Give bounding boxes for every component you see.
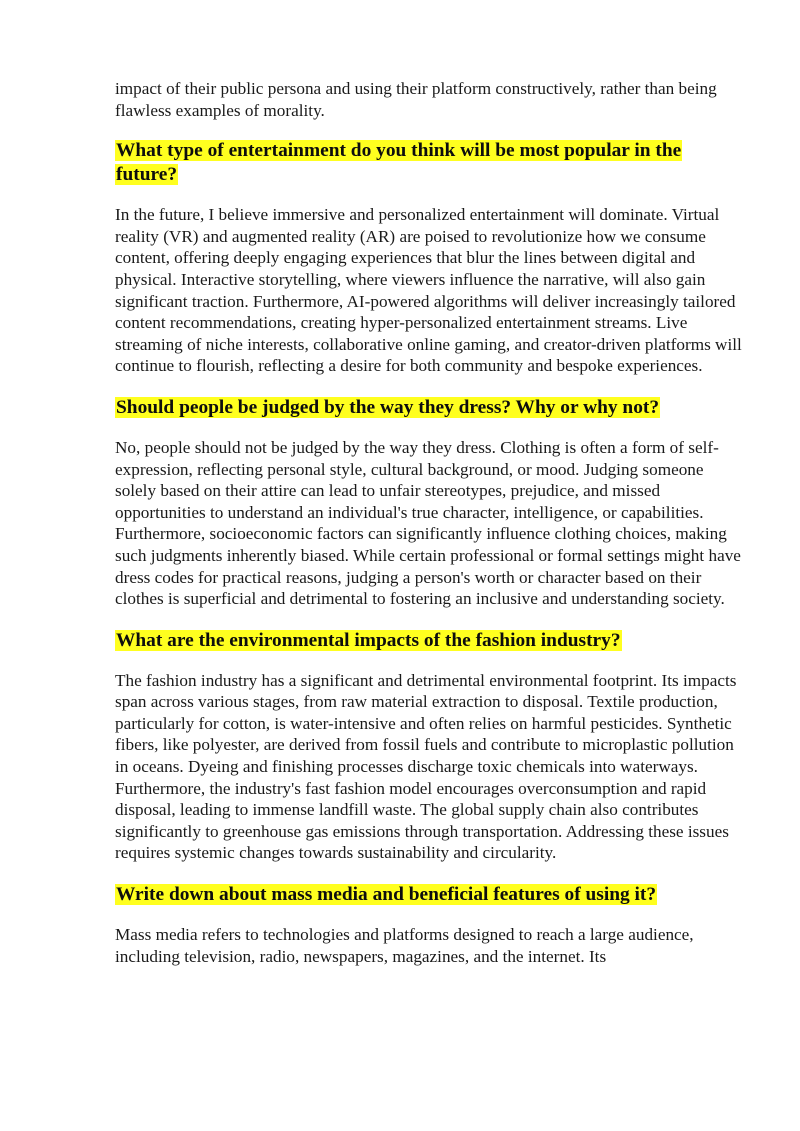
heading-highlight: What type of entertainment do you think will be most popular in the future? xyxy=(116,140,682,186)
answer-paragraph-entertainment: In the future, I believe immersive and personalized entertainment will dominate. Virtual reality (VR) and augmented reality (AR) are poised to revolutionize how we consume content, offering deeply engaging experiences that blur the lines between digital and physical. Interactive storytelling, where viewers influence the narrative, will also gain significant traction. Furthermore, AI-powered algorithms will deliver increasingly tailored content recommendations, creating hyper-personalized entertainment streams. Live streaming of niche interests, collaborative online gaming, and creator-driven platforms will continue to flourish, reflecting a desire for both community and bespoke experiences. xyxy=(115,205,742,376)
intro-paragraph: impact of their public persona and using their platform constructively, rather than being flawless examples of morality. xyxy=(115,79,717,120)
question-heading-mass-media xyxy=(115,883,747,907)
answer-paragraph-mass-media: Mass media refers to technologies and platforms designed to reach a large audience, including television, radio, newspapers, magazines, and the internet. Its xyxy=(115,925,694,966)
document-page xyxy=(115,78,747,967)
question-heading-dress xyxy=(115,396,747,420)
heading-highlight: Should people be judged by the way they dress? Why or why not? xyxy=(116,396,660,418)
answer-paragraph-dress: No, people should not be judged by the way they dress. Clothing is often a form of self-expression, reflecting personal style, cultural background, or mood. Judging someone solely based on their attire can lead to unfair stereotypes, prejudice, and missed opportunities to understand an individual's true character, intelligence, or capabilities. Furthermore, socioeconomic factors can significantly influence clothing choices, making such judgments inherently biased. While certain professional or formal settings might have dress codes for practical reasons, judging a person's worth or character based on their clothes is superficial and detrimental to fostering an inclusive and understanding society. xyxy=(115,437,741,609)
heading-highlight: What are the environmental impacts of the fashion industry? xyxy=(116,629,621,651)
answer-paragraph-fashion-environment: The fashion industry has a significant and detrimental environmental footprint. Its impacts span across various stages, from raw material extraction to disposal. Textile production, particularly for cotton, is water-intensive and often relies on harmful pesticides. Synthetic fibers, like polyester, are derived from fossil fuels and contribute to microplastic pollution in oceans. Dyeing and finishing processes discharge toxic chemicals into waterways. Furthermore, the industry's fast fashion model encourages overconsumption and rapid disposal, leading to immense landfill waste. The global supply chain also contributes significantly to greenhouse gas emissions through transportation. Addressing these issues requires systemic changes towards sustainability and circularity. xyxy=(115,670,737,863)
question-heading-entertainment xyxy=(115,139,747,187)
question-heading-fashion-environment xyxy=(115,629,747,653)
heading-highlight: Write down about mass media and beneficial features of using it? xyxy=(116,884,657,906)
